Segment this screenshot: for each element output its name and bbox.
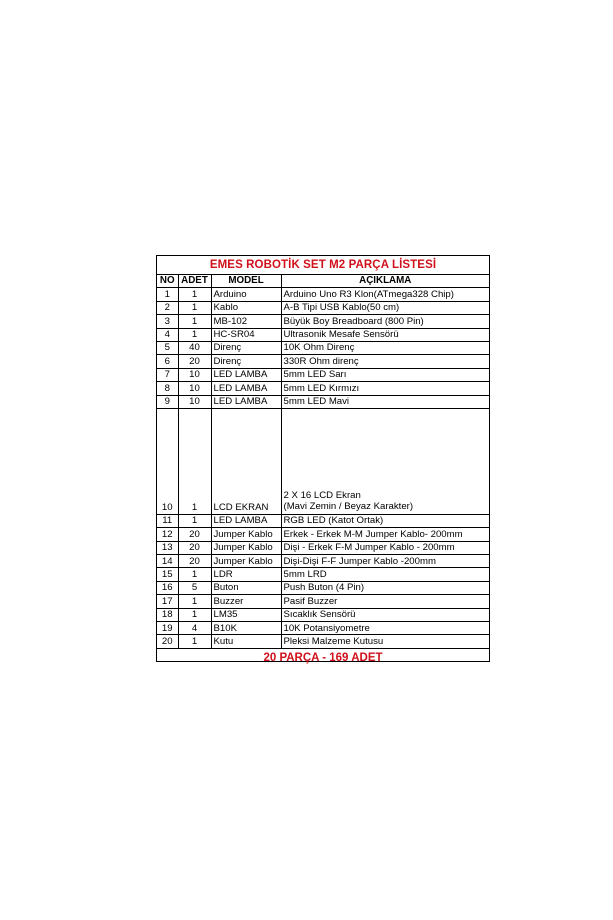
cell-adet: 20 [178, 528, 211, 541]
cell-adet: 1 [178, 315, 211, 328]
cell-adet: 1 [178, 595, 211, 608]
cell-no: 10 [157, 408, 178, 514]
cell-aciklama: 10K Ohm Direnç [281, 341, 489, 354]
table-row [157, 581, 489, 594]
cell-aciklama: A-B Tipi USB Kablo(50 cm) [281, 301, 489, 314]
list-summary: 20 PARÇA - 169 ADET [263, 651, 383, 664]
cell-aciklama: Ultrasonik Mesafe Sensörü [281, 328, 489, 341]
lcd-desc-line-1: 2 X 16 LCD Ekran [283, 489, 361, 501]
cell-no: 19 [157, 622, 178, 635]
cell-adet: 1 [178, 568, 211, 581]
cell-no: 7 [157, 368, 178, 381]
cell-aciklama: Push Buton (4 Pin) [281, 581, 489, 594]
header-aciklama: AÇIKLAMA [281, 275, 489, 288]
cell-adet: 1 [178, 408, 211, 514]
cell-model: LCD EKRAN [211, 408, 281, 514]
table-row [157, 355, 489, 368]
cell-aciklama: Pasif Buzzer [281, 595, 489, 608]
footer-cell [157, 648, 489, 667]
cell-model: Jumper Kablo [211, 541, 281, 554]
cell-adet: 10 [178, 382, 211, 395]
table-row [157, 568, 489, 581]
cell-adet: 20 [178, 541, 211, 554]
cell-model: Kablo [211, 301, 281, 314]
cell-aciklama: 5mm LRD [281, 568, 489, 581]
cell-model: Direnç [211, 355, 281, 368]
cell-adet: 1 [178, 288, 211, 301]
cell-model: HC-SR04 [211, 328, 281, 341]
cell-adet: 20 [178, 355, 211, 368]
cell-no: 3 [157, 315, 178, 328]
cell-no: 15 [157, 568, 178, 581]
table-row [157, 288, 489, 301]
cell-no: 5 [157, 341, 178, 354]
cell-model: B10K [211, 622, 281, 635]
cell-adet: 1 [178, 514, 211, 527]
cell-adet: 1 [178, 328, 211, 341]
cell-aciklama: Büyük Boy Breadboard (800 Pin) [281, 315, 489, 328]
table-row [157, 301, 489, 314]
header-no: NO [157, 275, 178, 288]
cell-model: Direnç [211, 341, 281, 354]
cell-model: MB-102 [211, 315, 281, 328]
cell-aciklama: Dişi-Dişi F-F Jumper Kablo -200mm [281, 555, 489, 568]
cell-aciklama: 330R Ohm direnç [281, 355, 489, 368]
cell-adet: 1 [178, 635, 211, 648]
header-adet: ADET [178, 275, 211, 288]
cell-aciklama [281, 408, 489, 514]
cell-adet: 10 [178, 395, 211, 408]
cell-aciklama: Sıcaklık Sensörü [281, 608, 489, 621]
cell-aciklama: 5mm LED Sarı [281, 368, 489, 381]
cell-model: LED LAMBA [211, 395, 281, 408]
cell-aciklama: Erkek - Erkek M-M Jumper Kablo- 200mm [281, 528, 489, 541]
table-row [157, 555, 489, 568]
cell-model: Jumper Kablo [211, 555, 281, 568]
cell-adet: 40 [178, 341, 211, 354]
table-row [157, 368, 489, 381]
cell-aciklama: 10K Potansiyometre [281, 622, 489, 635]
table-row [157, 408, 489, 514]
cell-model: Arduino [211, 288, 281, 301]
table-row [157, 541, 489, 554]
cell-no: 9 [157, 395, 178, 408]
table-row [157, 514, 489, 527]
table-row [157, 395, 489, 408]
table-row [157, 622, 489, 635]
list-title: EMES ROBOTİK SET M2 PARÇA LİSTESİ [157, 256, 489, 275]
cell-no: 6 [157, 355, 178, 368]
cell-model: Buzzer [211, 595, 281, 608]
cell-no: 20 [157, 635, 178, 648]
table-row [157, 635, 489, 648]
cell-aciklama: Dişi - Erkek F-M Jumper Kablo - 200mm [281, 541, 489, 554]
cell-model: Buton [211, 581, 281, 594]
cell-model: LM35 [211, 608, 281, 621]
cell-no: 16 [157, 581, 178, 594]
cell-model: LED LAMBA [211, 382, 281, 395]
cell-aciklama: 5mm LED Kırmızı [281, 382, 489, 395]
header-model: MODEL [211, 275, 281, 288]
footer-row [157, 648, 489, 667]
cell-aciklama: Pleksi Malzeme Kutusu [281, 635, 489, 648]
cell-no: 8 [157, 382, 178, 395]
cell-no: 1 [157, 288, 178, 301]
cell-no: 2 [157, 301, 178, 314]
parts-list-sheet [156, 255, 490, 662]
table-row [157, 341, 489, 354]
table-row [157, 328, 489, 341]
cell-adet: 10 [178, 368, 211, 381]
cell-model: Jumper Kablo [211, 528, 281, 541]
cell-no: 4 [157, 328, 178, 341]
cell-adet: 1 [178, 608, 211, 621]
table-row [157, 315, 489, 328]
cell-model: LDR [211, 568, 281, 581]
cell-model: LED LAMBA [211, 514, 281, 527]
cell-no: 12 [157, 528, 178, 541]
cell-adet: 20 [178, 555, 211, 568]
cell-no: 17 [157, 595, 178, 608]
table-row [157, 528, 489, 541]
cell-aciklama: 5mm LED Mavi [281, 395, 489, 408]
cell-no: 18 [157, 608, 178, 621]
cell-aciklama: Arduino Uno R3 Klon(ATmega328 Chip) [281, 288, 489, 301]
cell-no: 14 [157, 555, 178, 568]
cell-adet: 4 [178, 622, 211, 635]
cell-no: 13 [157, 541, 178, 554]
table-row [157, 595, 489, 608]
table-row [157, 382, 489, 395]
cell-no: 11 [157, 514, 178, 527]
lcd-desc-line-2: (Mavi Zemin / Beyaz Karakter) [283, 501, 414, 513]
cell-adet: 5 [178, 581, 211, 594]
cell-model: LED LAMBA [211, 368, 281, 381]
header-row [157, 275, 489, 288]
cell-aciklama: RGB LED (Katot Ortak) [281, 514, 489, 527]
cell-model: Kutu [211, 635, 281, 648]
cell-adet: 1 [178, 301, 211, 314]
table-row [157, 608, 489, 621]
parts-table [157, 275, 489, 667]
